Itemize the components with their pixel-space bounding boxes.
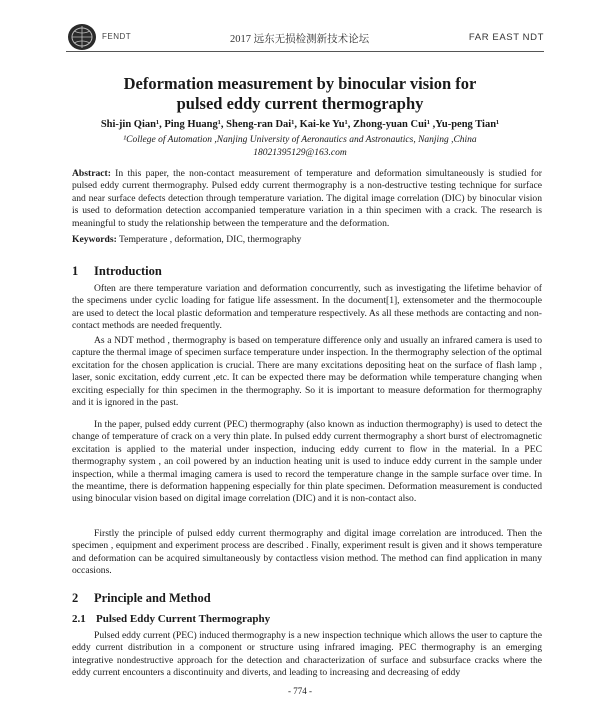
keywords (72, 234, 542, 246)
subsection-2-1-heading (72, 613, 270, 625)
page-number: - 774 - (288, 686, 312, 696)
paragraph: As a NDT method , thermography is based on temperature difference only and usually an infrared camera is used to capture the thermal image of specimen surface temperature under inspection. In the thermography selection of the optimal excitation for the chosen application is crucial. There are many excitations depositing heat on the surface of flash lamp , laser, sonic excitation, eddy current ,etc. It can be expected there may be deformation while temperature changing when exciting especially for thin specimen in the thermography. So it is important to measure deformation for thermography and it is ignored in the past. (72, 335, 542, 409)
header-right-label: FAR EAST NDT (468, 32, 544, 43)
subsection-number: 2.1 (72, 613, 86, 625)
paper-title (60, 74, 540, 114)
section-title: Principle and Method (94, 591, 211, 605)
keywords-label: Keywords: (72, 234, 117, 245)
running-header (66, 28, 544, 50)
subsection-title: Pulsed Eddy Current Thermography (96, 613, 271, 625)
title-line-1: Deformation measurement by binocular vision for (123, 74, 477, 93)
header-divider (66, 51, 544, 52)
abstract-label: Abstract: (72, 168, 111, 179)
section-2-heading (72, 591, 211, 606)
section-1-heading (72, 264, 162, 279)
section-title: Introduction (94, 264, 162, 278)
conference-logo-icon (66, 22, 104, 52)
title-line-2: pulsed eddy current thermography (176, 94, 424, 113)
affiliation-block (60, 134, 540, 160)
section-number: 2 (72, 591, 79, 605)
abstract-text: In this paper, the non-contact measurement of temperature and deformation simultaneously is studied for pulsed eddy current thermography. Pulsed eddy current thermography is a non-destructive testing technique for surface and near surface defects detection through temperature variation. The digital image correlation (DIC) by binocular vision is used to deformation detection accompanied temperature variation in a thin specimen with a crack. The research is meaningful to study the relationship between the temperature and the deformation. (72, 168, 542, 229)
keywords-text: Temperature , deformation, DIC, thermography (116, 234, 302, 245)
author-email: 18021395129@163.com (253, 148, 347, 158)
section-number: 1 (72, 264, 79, 278)
paragraph: Often are there temperature variation and deformation concurrently, such as investigating the lifetime behavior of the specimens under cyclic loading for fatigue life assessment. In the document[1], extensometer and the thermocouple are used to detect the local plastic deformation and temperature respectively. As all these methods are contacting and non-contact methods are needed frequently. (72, 283, 542, 332)
conference-name: 2017 远东无损检测新技术论坛 (230, 34, 370, 45)
affiliation: ¹College of Automation ,Nanjing University of Aeronautics and Astronautics, Nanjing ,China (123, 135, 477, 145)
abstract (72, 168, 542, 230)
paragraph: In the paper, pulsed eddy current (PEC) thermography (also known as induction thermography) is used to detect the change of temperature of crack on a very thin plate. In pulsed eddy current thermography a short burst of electromagnetic excitation is applied to the material under inspection, inducing eddy current to flow in the material. In a PEC thermography system , an coil powered by an induction heating unit is used to induce eddy current in the sample under inspection, while a thermal imaging camera is used to record the temperature change in the sample surface over time. In the meantime, there is deformation happening especially for thin plate specimen. Deformation measurement is conducted using binocular vision based on digital image correlation (DIC) and it is non-contact also. (72, 419, 542, 505)
paragraph: Firstly the principle of pulsed eddy current thermography and digital image correlation are introduced. Then the specimen , equipment and experiment process are described . Finally, experiment result is given and it shows temperature and deformation can be acquired simultaneously by contactless vision method. The method can find application in many occasions. (72, 528, 542, 577)
logo-text: FENDT (102, 32, 132, 41)
author-list: Shi-jin Qian¹, Ping Huang¹, Sheng-ran Dai¹, Kai-ke Yu¹, Zhong-yuan Cui¹ ,Yu-peng Tian¹ (100, 119, 500, 130)
paragraph: Pulsed eddy current (PEC) induced thermography is a new inspection technique which allows the user to capture the eddy current distribution in a component or structure using infrared imaging. PEC thermography is an emerging integrative nondestructive approach for the detection and characterization of surface and subsurface cracks where the eddy current encounters a discontinuity and diverts, and leading to increasing and decreasing of eddy (72, 630, 542, 679)
